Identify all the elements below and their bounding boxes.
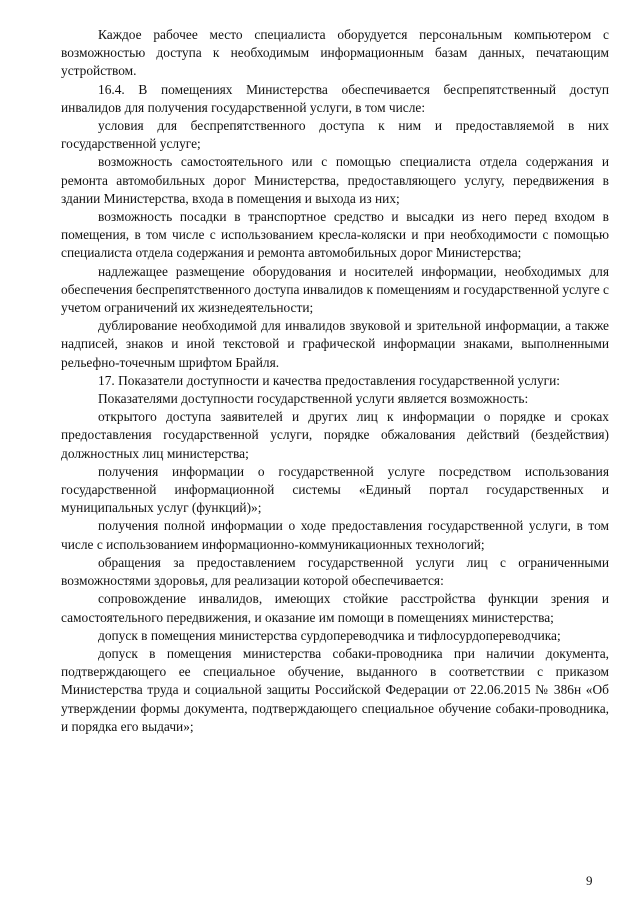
paragraph-progress-information: получения полной информации о ходе предоставления государственной услуги, в том числе с использованием информационно-коммуникационных технологий; bbox=[61, 518, 609, 552]
paragraph-limited-ability-requests: обращения за предоставлением государственной услуги лиц с ограниченными возможностями здоровья, для реализации которой обеспечивается: bbox=[61, 554, 609, 589]
paragraph-escort: сопровождение инвалидов, имеющих стойкие расстройства функции зрения и самостоятельного передвижения, и оказание им помощи в помещениях министерства; bbox=[61, 591, 609, 625]
paragraph-open-access: открытого доступа заявителей и других лиц к информации о порядке и сроках предоставления государственной услуги, порядке обжалования действий (бездействия) должностных лиц министерства; bbox=[61, 409, 609, 461]
paragraph-epgu-information: получения информации о государственной услуге посредством использования государственной информационной системы «Единый портал государственных и муниципальных услуг (функций)»; bbox=[61, 463, 609, 516]
paragraph-transport-boarding: возможность посадки в транспортное средство и высадки из него перед входом в помещения, в том числе с использованием кресла-коляски и при необходимости с помощью специалиста отдела содержания и ремонта автомобильных дорог Министерства; bbox=[61, 209, 609, 261]
paragraph-guide-dog: допуск в помещения министерства собаки-проводника при наличии документа, подтверждающего ее специальное обучение, выданного в соответствии с приказом Министерства труда и социальной защиты Российской Федерации от 22.06.2015 № 386н «Об утверждении формы документа, подтверждающего специальное обучение собаки-проводника, и порядка его выдачи»; bbox=[61, 645, 609, 734]
paragraph-workplace-equipment: Каждое рабочее место специалиста оборудуется персональным компьютером с возможностью доступа к необходимым информационным базам данных, печатающим устройством. bbox=[61, 27, 609, 79]
paragraph-equipment-placement: надлежащее размещение оборудования и носителей информации, необходимых для обеспечения беспрепятственного доступа инвалидов к помещениям и государственной услуге с учетом ограничений их жизнедеятельности; bbox=[61, 263, 609, 316]
paragraph-access-conditions: условия для беспрепятственного доступа к ним и предоставляемой в них государственной услуге; bbox=[61, 118, 609, 152]
paragraph-movement-possibility: возможность самостоятельного или с помощью специалиста отдела содержания и ремонта автомобильных дорог Министерства, предоставляющего услугу, передвижения в здании Министерства, входа в помещения и выхода из них; bbox=[61, 154, 609, 206]
document-body bbox=[61, 26, 609, 736]
paragraph-information-duplication: дублирование необходимой для инвалидов звуковой и зрительной информации, а также надписей, знаков и иной текстовой и графической информации знаками, выполненными рельефно-точечным шрифтом Брайля. bbox=[61, 318, 609, 370]
paragraph-17-indicators: 17. Показатели доступности и качества предоставления государственной услуги: bbox=[98, 372, 561, 388]
paragraph-accessibility-indicators: Показателями доступности государственной услуги является возможность: bbox=[98, 391, 529, 407]
page-number: 9 bbox=[586, 873, 593, 888]
paragraph-sign-interpreter: допуск в помещения министерства сурдопереводчика и тифлосурдопереводчика; bbox=[98, 627, 561, 643]
paragraph-16-4: 16.4. В помещениях Министерства обеспечивается беспрепятственный доступ инвалидов для получения государственной услуги, в том числе: bbox=[61, 81, 609, 115]
